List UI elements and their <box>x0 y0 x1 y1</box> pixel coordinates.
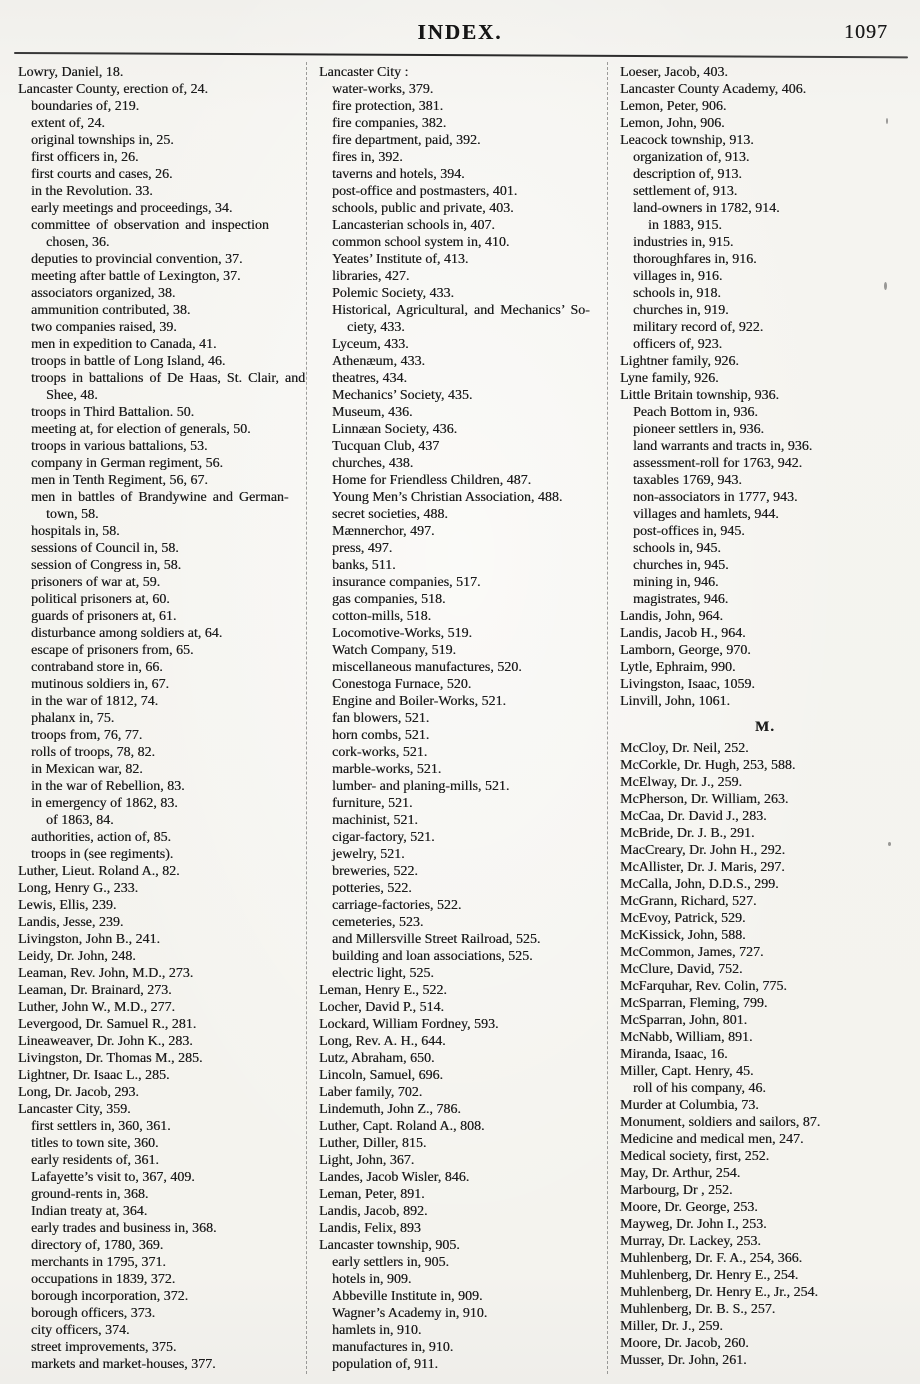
index-entry: breweries, 522. <box>332 864 418 879</box>
index-entry: in emergency of 1862, 83. <box>31 796 178 811</box>
index-entry: Long, Rev. A. H., 644. <box>319 1034 446 1049</box>
index-entry: Lytle, Ephraim, 990. <box>620 660 736 675</box>
index-entry: borough incorporation, 372. <box>31 1289 189 1304</box>
index-entry: in the Revolution. 33. <box>31 184 153 199</box>
index-entry: Leidy, Dr. John, 248. <box>18 949 136 964</box>
index-entry: industries in, 915. <box>633 235 734 250</box>
index-entry: Leaman, Dr. Brainard, 273. <box>18 983 172 998</box>
index-entry: manufactures in, 910. <box>332 1340 454 1355</box>
index-entry: post-offices in, 945. <box>633 524 745 539</box>
index-entry: first settlers in, 360, 361. <box>31 1119 171 1134</box>
index-entry: Locher, David P., 514. <box>319 1000 445 1015</box>
index-entry: early settlers in, 905. <box>332 1255 450 1270</box>
index-entry: organization of, 913. <box>633 150 750 165</box>
index-entry: gas companies, 518. <box>332 592 446 607</box>
index-entry: Lancaster township, 905. <box>319 1238 460 1253</box>
index-entry: churches in, 919. <box>633 303 729 318</box>
index-entry: Lyceum, 433. <box>332 337 409 352</box>
index-entry: sessions of Council in, 58. <box>31 541 179 556</box>
index-entry: troops in Third Battalion. 50. <box>31 405 195 420</box>
scan-artifact <box>888 842 891 846</box>
index-entry: men in Tenth Regiment, 56, 67. <box>31 473 208 488</box>
index-entry: non-associators in 1777, 943. <box>633 490 798 505</box>
index-entry: Moore, Dr. Jacob, 260. <box>620 1336 749 1351</box>
index-entry: McElway, Dr. J., 259. <box>620 775 742 790</box>
index-entry: borough officers, 373. <box>31 1306 156 1321</box>
index-entry: Monument, soldiers and sailors, 87. <box>620 1115 821 1130</box>
index-entry: McEvoy, Patrick, 529. <box>620 911 746 926</box>
index-entry: chosen, 36. <box>46 235 110 250</box>
index-entry: Muhlenberg, Dr. B. S., 257. <box>620 1302 776 1317</box>
index-entry: Lemon, John, 906. <box>620 116 725 131</box>
index-column-3 <box>620 64 910 1369</box>
index-entry: Locomotive-Works, 519. <box>332 626 473 641</box>
index-entry: roll of his company, 46. <box>633 1081 766 1096</box>
index-entry: McCaa, Dr. David J., 283. <box>620 809 767 824</box>
index-entry: Yeates’ Institute of, 413. <box>332 252 469 267</box>
index-entry: in 1883, 915. <box>648 218 722 233</box>
column-divider-2 <box>607 62 608 1374</box>
index-entry: Leman, Peter, 891. <box>319 1187 425 1202</box>
index-entry: original townships in, 25. <box>31 133 174 148</box>
index-entry: titles to town site, 360. <box>31 1136 159 1151</box>
index-entry: Lindemuth, John Z., 786. <box>319 1102 461 1117</box>
page-title: INDEX. <box>417 20 503 44</box>
index-entry: common school system in, 410. <box>332 235 510 250</box>
index-entry: Home for Friendless Children, 487. <box>332 473 532 488</box>
index-entry: assessment-roll for 1763, 942. <box>633 456 803 471</box>
index-entry: troops in (see regiments). <box>31 847 174 862</box>
header-rule <box>14 52 908 58</box>
index-entry: Livingston, John B., 241. <box>18 932 160 947</box>
index-entry: early trades and business in, 368. <box>31 1221 217 1236</box>
index-entry: directory of, 1780, 369. <box>31 1238 164 1253</box>
index-entry: magistrates, 946. <box>633 592 729 607</box>
index-entry: Mayweg, Dr. John I., 253. <box>620 1217 767 1232</box>
index-entry: session of Congress in, 58. <box>31 558 182 573</box>
index-entry: extent of, 24. <box>31 116 105 131</box>
index-entry: Peach Bottom in, 936. <box>633 405 758 420</box>
index-entry: machinist, 521. <box>332 813 418 828</box>
index-entry: Marbourg, Dr , 252. <box>620 1183 733 1198</box>
index-entry: Abbeville Institute in, 909. <box>332 1289 483 1304</box>
index-entry: horn combs, 521. <box>332 728 430 743</box>
index-entry: Muhlenberg, Dr. Henry E., 254. <box>620 1268 799 1283</box>
index-entry: churches, 438. <box>332 456 414 471</box>
index-entry: hospitals in, 58. <box>31 524 120 539</box>
index-entry: escape of prisoners from, 65. <box>31 643 194 658</box>
index-entry: Linvill, John, 1061. <box>620 694 731 709</box>
index-entry: Lancaster County Academy, 406. <box>620 82 807 97</box>
index-entry: guards of prisoners at, 61. <box>31 609 177 624</box>
index-entry: taxables 1769, 943. <box>633 473 742 488</box>
index-entry: first courts and cases, 26. <box>31 167 173 182</box>
index-entry: troops in battalions of De Haas, St. Clair, and <box>31 371 306 386</box>
index-column-2 <box>319 64 602 1373</box>
index-entry: Leman, Henry E., 522. <box>319 983 447 998</box>
index-entry: Landis, Jesse, 239. <box>18 915 124 930</box>
index-entry: Luther, Lieut. Roland A., 82. <box>18 864 180 879</box>
index-entry: Murder at Columbia, 73. <box>620 1098 759 1113</box>
index-entry: Museum, 436. <box>332 405 413 420</box>
index-entry: prisoners of war at, 59. <box>31 575 161 590</box>
index-entry: ammunition contributed, 38. <box>31 303 191 318</box>
index-entry: Landis, Jacob, 892. <box>319 1204 428 1219</box>
index-entry: fan blowers, 521. <box>332 711 430 726</box>
index-entry: meeting after battle of Lexington, 37. <box>31 269 241 284</box>
index-entry: land-owners in 1782, 914. <box>633 201 780 216</box>
index-entry: banks, 511. <box>332 558 396 573</box>
index-entry: miscellaneous manufactures, 520. <box>332 660 522 675</box>
index-entry: Livingston, Dr. Thomas M., 285. <box>18 1051 203 1066</box>
index-entry: Little Britain township, 936. <box>620 388 780 403</box>
index-entry: taverns and hotels, 394. <box>332 167 465 182</box>
index-entry: post-office and postmasters, 401. <box>332 184 518 199</box>
index-entry: churches in, 945. <box>633 558 729 573</box>
index-entry: Mechanics’ Society, 435. <box>332 388 473 403</box>
index-entry: Landis, Felix, 893 <box>319 1221 421 1236</box>
index-entry: Medicine and medical men, 247. <box>620 1132 804 1147</box>
index-entry: mining in, 946. <box>633 575 719 590</box>
index-entry: boundaries of, 219. <box>31 99 140 114</box>
index-entry: Wagner’s Academy in, 910. <box>332 1306 488 1321</box>
index-entry: mutinous soldiers in, 67. <box>31 677 170 692</box>
index-entry: Lancasterian schools in, 407. <box>332 218 495 233</box>
scan-artifact <box>884 282 887 290</box>
index-entry: Lancaster City : <box>319 65 409 80</box>
index-entry: carriage-factories, 522. <box>332 898 462 913</box>
index-entry: men in expedition to Canada, 41. <box>31 337 217 352</box>
index-entry: description of, 913. <box>633 167 742 182</box>
index-entry: Livingston, Isaac, 1059. <box>620 677 755 692</box>
index-entry: Moore, Dr. George, 253. <box>620 1200 758 1215</box>
index-entry: land warrants and tracts in, 936. <box>633 439 813 454</box>
index-entry: McCloy, Dr. Neil, 252. <box>620 741 749 756</box>
index-entry: first officers in, 26. <box>31 150 139 165</box>
index-entry: officers of, 923. <box>633 337 723 352</box>
index-entry: McKissick, John, 588. <box>620 928 746 943</box>
index-entry: meeting at, for election of generals, 50. <box>31 422 251 437</box>
index-entry: Conestoga Furnace, 520. <box>332 677 472 692</box>
index-entry: Athenæum, 433. <box>332 354 425 369</box>
index-entry: settlement of, 913. <box>633 184 738 199</box>
index-entry: street improvements, 375. <box>31 1340 177 1355</box>
index-entry: McGrann, Richard, 527. <box>620 894 757 909</box>
index-entry: cemeteries, 523. <box>332 915 424 930</box>
index-entry: Young Men’s Christian Association, 488. <box>332 490 563 505</box>
index-entry: Indian treaty at, 364. <box>31 1204 148 1219</box>
index-entry: Lightner, Dr. Isaac L., 285. <box>18 1068 170 1083</box>
index-entry: fire department, paid, 392. <box>332 133 481 148</box>
index-entry: authorities, action of, 85. <box>31 830 171 845</box>
index-entry: hotels in, 909. <box>332 1272 412 1287</box>
index-entry: ground-rents in, 368. <box>31 1187 149 1202</box>
scan-artifact <box>886 118 888 124</box>
index-entry: cotton-mills, 518. <box>332 609 432 624</box>
index-entry: Lutz, Abraham, 650. <box>319 1051 435 1066</box>
index-entry: McPherson, Dr. William, 263. <box>620 792 789 807</box>
index-entry: Luther, John W., M.D., 277. <box>18 1000 175 1015</box>
index-entry: McCorkle, Dr. Hugh, 253, 588. <box>620 758 796 773</box>
index-entry: troops from, 76, 77. <box>31 728 143 743</box>
index-entry: Lewis, Ellis, 239. <box>18 898 117 913</box>
index-entry: Laber family, 702. <box>319 1085 423 1100</box>
index-entry: MacCreary, Dr. John H., 292. <box>620 843 786 858</box>
index-entry: of 1863, 84. <box>46 813 114 828</box>
index-entry: merchants in 1795, 371. <box>31 1255 166 1270</box>
index-entry: Luther, Capt. Roland A., 808. <box>319 1119 485 1134</box>
index-entry: ciety, 433. <box>347 320 405 335</box>
index-entry: population of, 911. <box>332 1357 439 1372</box>
index-entry: water-works, 379. <box>332 82 434 97</box>
index-entry: Landis, John, 964. <box>620 609 724 624</box>
index-entry: Murray, Dr. Lackey, 253. <box>620 1234 761 1249</box>
index-entry: Luther, Diller, 815. <box>319 1136 427 1151</box>
index-entry: Lamborn, George, 970. <box>620 643 751 658</box>
index-entry: early meetings and proceedings, 34. <box>31 201 233 216</box>
index-entry: Miller, Dr. J., 259. <box>620 1319 723 1334</box>
index-entry: committee of observation and inspection <box>31 218 269 233</box>
index-entry: jewelry, 521. <box>332 847 405 862</box>
index-entry: deputies to provincial convention, 37. <box>31 252 243 267</box>
column-divider-1 <box>306 62 307 1374</box>
index-entry: McBride, Dr. J. B., 291. <box>620 826 755 841</box>
index-entry: theatres, 434. <box>332 371 408 386</box>
index-entry: disturbance among soldiers at, 64. <box>31 626 223 641</box>
index-entry: McCalla, John, D.D.S., 299. <box>620 877 779 892</box>
index-entry: Long, Henry G., 233. <box>18 881 139 896</box>
index-entry: Lyne family, 926. <box>620 371 719 386</box>
index-entry: marble-works, 521. <box>332 762 442 777</box>
index-entry: Engine and Boiler-Works, 521. <box>332 694 506 709</box>
index-entry: thoroughfares in, 916. <box>633 252 757 267</box>
index-entry: May, Dr. Arthur, 254. <box>620 1166 741 1181</box>
index-entry: in the war of Rebellion, 83. <box>31 779 185 794</box>
index-entry: Miller, Capt. Henry, 45. <box>620 1064 754 1079</box>
index-entry: Historical, Agricultural, and Mechanics’ So- <box>332 303 590 318</box>
index-entry: troops in battle of Long Island, 46. <box>31 354 226 369</box>
index-entry: Lightner family, 926. <box>620 354 739 369</box>
index-entry: Landes, Jacob Wisler, 846. <box>319 1170 470 1185</box>
index-entry: Lowry, Daniel, 18. <box>18 65 124 80</box>
index-entry: McAllister, Dr. J. Maris, 297. <box>620 860 785 875</box>
index-entry: fire protection, 381. <box>332 99 444 114</box>
index-entry: electric light, 525. <box>332 966 434 981</box>
index-entry: political prisoners at, 60. <box>31 592 170 607</box>
index-entry: cigar-factory, 521. <box>332 830 435 845</box>
index-entry: villages in, 916. <box>633 269 723 284</box>
index-entry: Muhlenberg, Dr. Henry E., Jr., 254. <box>620 1285 819 1300</box>
index-entry: building and loan associations, 525. <box>332 949 533 964</box>
index-entry: markets and market-houses, 377. <box>31 1357 216 1372</box>
index-entry: lumber- and planing-mills, 521. <box>332 779 510 794</box>
index-entry: McFarquhar, Rev. Colin, 775. <box>620 979 787 994</box>
index-entry: press, 497. <box>332 541 393 556</box>
index-entry: associators organized, 38. <box>31 286 176 301</box>
index-entry: Leaman, Rev. John, M.D., 273. <box>18 966 194 981</box>
index-entry: McSparran, Fleming, 799. <box>620 996 768 1011</box>
index-entry: troops in various battalions, 53. <box>31 439 208 454</box>
index-entry: libraries, 427. <box>332 269 410 284</box>
index-entry: rolls of troops, 78, 82. <box>31 745 156 760</box>
index-entry: fire companies, 382. <box>332 116 447 131</box>
index-entry: McNabb, William, 891. <box>620 1030 753 1045</box>
index-entry: Medical society, first, 252. <box>620 1149 770 1164</box>
index-entry: Lafayette’s visit to, 367, 409. <box>31 1170 195 1185</box>
index-entry: town, 58. <box>46 507 99 522</box>
index-entry: hamlets in, 910. <box>332 1323 422 1338</box>
index-entry: Polemic Society, 433. <box>332 286 454 301</box>
index-entry: Long, Dr. Jacob, 293. <box>18 1085 139 1100</box>
index-entry: villages and hamlets, 944. <box>633 507 779 522</box>
index-entry: schools in, 918. <box>633 286 721 301</box>
index-entry: and Millersville Street Railroad, 525. <box>332 932 541 947</box>
index-entry: Musser, Dr. John, 261. <box>620 1353 747 1368</box>
index-entry: Loeser, Jacob, 403. <box>620 65 728 80</box>
index-entry: company in German regiment, 56. <box>31 456 224 471</box>
index-entry: military record of, 922. <box>633 320 764 335</box>
index-entry: phalanx in, 75. <box>31 711 115 726</box>
index-entry: Lemon, Peter, 906. <box>620 99 727 114</box>
index-entry: Muhlenberg, Dr. F. A., 254, 366. <box>620 1251 803 1266</box>
index-entry: cork-works, 521. <box>332 745 428 760</box>
page-number: 1097 <box>844 21 888 43</box>
index-entry: in Mexican war, 82. <box>31 762 143 777</box>
index-entry: McSparran, John, 801. <box>620 1013 748 1028</box>
index-entry: schools in, 945. <box>633 541 721 556</box>
index-entry: occupations in 1839, 372. <box>31 1272 176 1287</box>
index-entry: Landis, Jacob H., 964. <box>620 626 746 641</box>
index-entry: Lancaster City, 359. <box>18 1102 131 1117</box>
index-entry: Lineaweaver, Dr. John K., 283. <box>18 1034 193 1049</box>
index-entry: McCommon, James, 727. <box>620 945 764 960</box>
index-entry: pioneer settlers in, 936. <box>633 422 765 437</box>
index-entry: Levergood, Dr. Samuel R., 281. <box>18 1017 197 1032</box>
index-column-1 <box>18 64 306 1373</box>
index-entry: Lincoln, Samuel, 696. <box>319 1068 444 1083</box>
index-entry: secret societies, 488. <box>332 507 448 522</box>
index-entry: insurance companies, 517. <box>332 575 481 590</box>
index-entry: Tucquan Club, 437 <box>332 439 440 454</box>
index-entry: Lockard, William Fordney, 593. <box>319 1017 499 1032</box>
index-entry: Lancaster County, erection of, 24. <box>18 82 208 97</box>
index-entry: fires in, 392. <box>332 150 403 165</box>
index-entry: schools, public and private, 403. <box>332 201 514 216</box>
index-entry: city officers, 374. <box>31 1323 130 1338</box>
index-entry: Watch Company, 519. <box>332 643 456 658</box>
index-entry: in the war of 1812, 74. <box>31 694 159 709</box>
index-entry: Leacock township, 913. <box>620 133 754 148</box>
index-entry: men in battles of Brandywine and German- <box>31 490 289 505</box>
index-entry: Light, John, 367. <box>319 1153 415 1168</box>
index-entry: Mænnerchor, 497. <box>332 524 435 539</box>
index-entry: potteries, 522. <box>332 881 412 896</box>
index-entry: contraband store in, 66. <box>31 660 163 675</box>
index-entry: furniture, 521. <box>332 796 413 811</box>
index-entry: Miranda, Isaac, 16. <box>620 1047 728 1062</box>
index-entry: McClure, David, 752. <box>620 962 743 977</box>
index-entry: Shee, 48. <box>46 388 98 403</box>
index-entry: early residents of, 361. <box>31 1153 159 1168</box>
index-entry: Linnæan Society, 436. <box>332 422 458 437</box>
section-heading: M. <box>755 719 775 735</box>
index-entry: two companies raised, 39. <box>31 320 177 335</box>
